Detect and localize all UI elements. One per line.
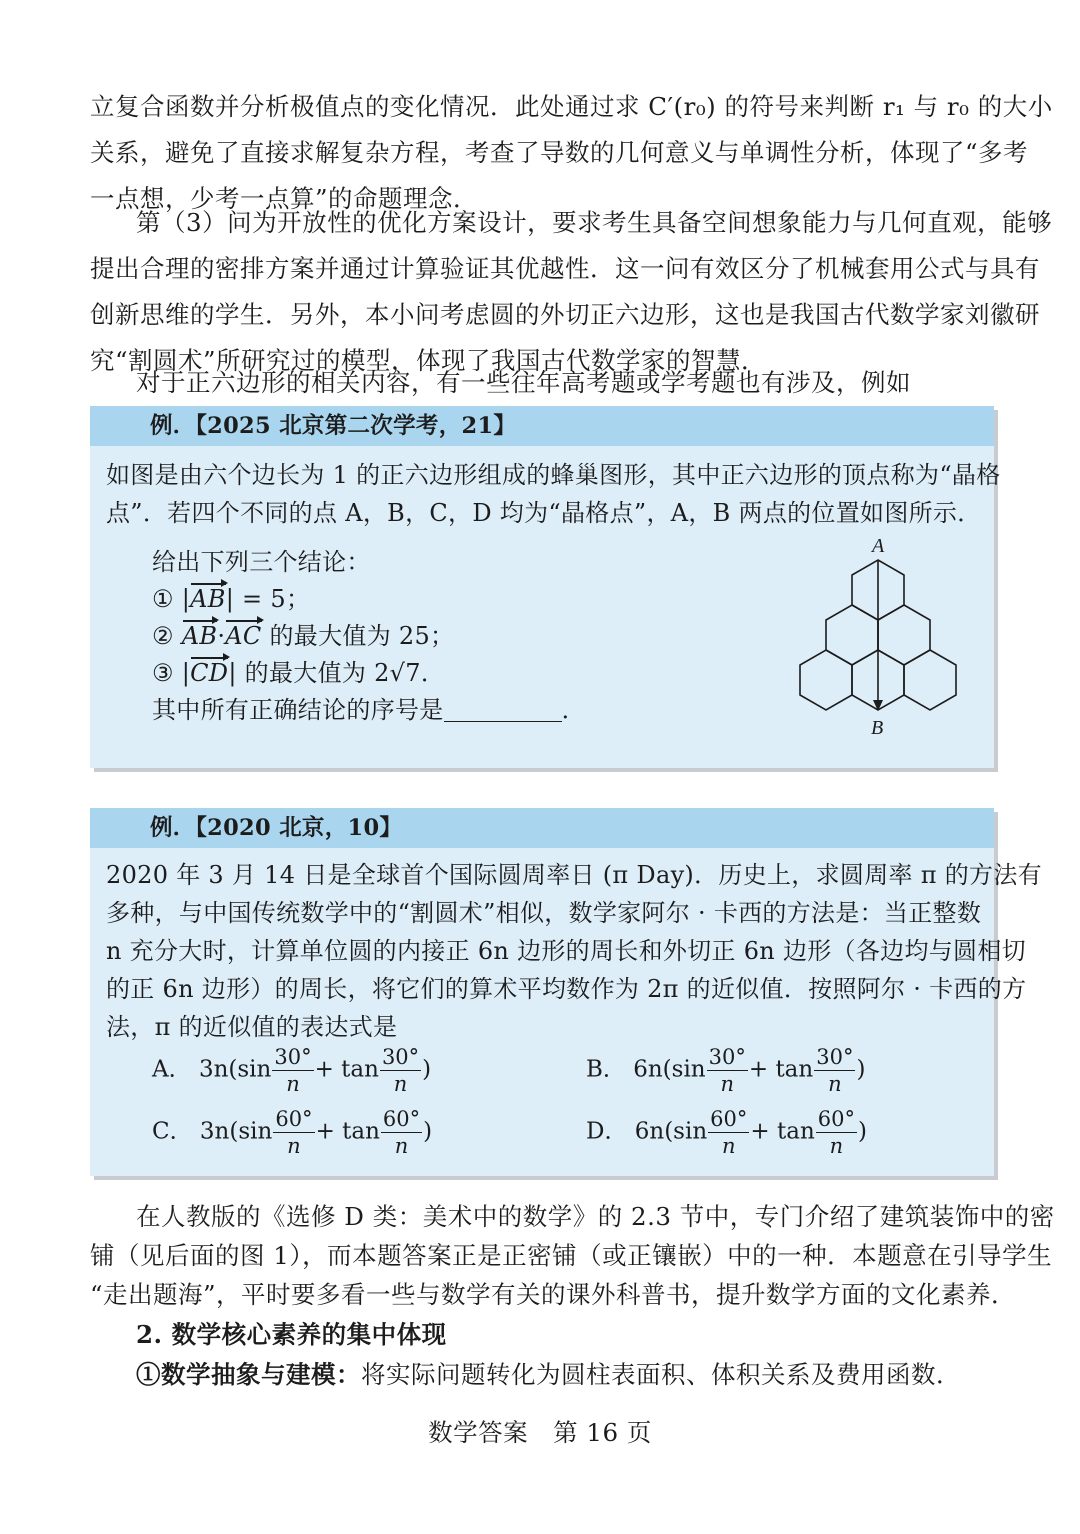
text-line: 铺（见后面的图 1），而本题答案正是正密铺（或正镶嵌）中的一种．本题意在引导学生 <box>90 1241 1053 1270</box>
text-line: n 充分大时，计算单位圆的内接正 6n 边形的周长和外切正 6n 边形（各边均与圆相切 <box>106 937 1026 965</box>
text-line: 一点想，少考一点算”的命题理念． <box>90 184 479 213</box>
hexagon <box>826 605 878 665</box>
text-line: 2020 年 3 月 14 日是全球首个国际圆周率日 (π Day)．历史上，求圆周率 π 的方法有 <box>106 861 1042 889</box>
text-line: 究“割圆术”所研究过的模型，体现了我国古代数学家的智慧． <box>90 346 767 375</box>
answer-blank[interactable] <box>444 697 562 722</box>
honeycomb-figure <box>790 530 990 750</box>
example-statement <box>106 856 1042 1046</box>
example-box-2 <box>90 808 1042 1176</box>
text-line: 点”．若四个不同的点 A，B，C，D 均为“晶格点”，A，B 两点的位置如图所示． <box>106 499 982 527</box>
text-line: 的正 6n 边形）的周长，将它们的算术平均数作为 2π 的近似值．按照阿尔 · 卡西的方 <box>106 975 1027 1003</box>
option-b[interactable]: B． 6n(sin $\frac{30^\circ}{n}$ + tan $\frac{30^\circ}{n}$ ) <box>586 1045 866 1096</box>
conclusion-3: ③ |CD| 的最大值为 2√7． <box>152 655 586 692</box>
outro-paragraph <box>90 1198 1055 1314</box>
question-line: 其中所有正确结论的序号是 ． <box>152 696 586 724</box>
intro-paragraph-3 <box>136 364 911 402</box>
text-line: “走出题海”，平时要多看一些与数学有关的课外科普书，提升数学方面的文化素养． <box>90 1280 1017 1309</box>
example-statement <box>106 456 1001 532</box>
text-line: 创新思维的学生．另外，本小问考虑圆的外切正六边形，这也是我国古代数学家刘徽研 <box>90 300 1040 329</box>
text-line: 关系，避免了直接求解复杂方程，考查了导数的几何意义与单调性分析，体现了“多考 <box>90 138 1029 167</box>
text-line: 提出合理的密排方案并通过计算验证其优越性．这一问有效区分了机械套用公式与具有 <box>90 254 1040 283</box>
hexagon <box>904 650 956 710</box>
intro-paragraph-2 <box>90 204 1052 380</box>
conclusion-2: ② AB·AC 的最大值为 25； <box>152 618 586 655</box>
text-line: 立复合函数并分析极值点的变化情况．此处通过求 C′(r₀) 的符号来判断 r₁ 与 r₀ 的大小 <box>90 92 1053 121</box>
option-c[interactable]: C． 3n(sin $\frac{60^\circ}{n}$ + tan $\frac{60^\circ}{n}$ ) <box>152 1107 433 1158</box>
option-a[interactable]: A． 3n(sin $\frac{30^\circ}{n}$ + tan $\frac{30^\circ}{n}$ ) <box>152 1045 432 1096</box>
text-line: 对于正六边形的相关内容，有一些往年高考题或学考题也有涉及，例如 <box>136 368 911 397</box>
hexagon <box>878 605 930 665</box>
conclusion-1: ① |AB| = 5； <box>152 581 586 618</box>
text-line: 如图是由六个边长为 1 的正六边形组成的蜂巢图形，其中正六边形的顶点称为“晶格 <box>106 461 1001 489</box>
text-line: 法，π 的近似值的表达式是 <box>106 1013 398 1041</box>
core-literacy-point <box>136 1356 961 1394</box>
example-box-1 <box>90 406 1001 768</box>
section-title: 2. 数学核心素养的集中体现 <box>136 1320 447 1349</box>
point-label-b: B <box>871 717 884 739</box>
point-text: 将实际问题转化为圆柱表面积、体积关系及费用函数． <box>361 1360 961 1389</box>
hexagon <box>800 650 852 710</box>
point-label: ①数学抽象与建模： <box>136 1360 361 1389</box>
intro-paragraph-1 <box>90 88 1053 218</box>
text-line: 第（3）问为开放性的优化方案设计，要求考生具备空间想象能力与几何直观，能够 <box>136 208 1053 237</box>
text-line: 在人教版的《选修 D 类：美术中的数学》的 2.3 节中，专门介绍了建筑装饰中的密 <box>136 1202 1055 1231</box>
page-footer: 数学答案 第 16 页 <box>428 1418 652 1447</box>
arrowhead <box>873 700 883 711</box>
text-line: 多种，与中国传统数学中的“割圆术”相似，数学家阿尔 · 卡西的方法是：当正整数 <box>106 899 982 927</box>
conclusions-prompt: 给出下列三个结论： <box>152 548 371 576</box>
conclusions-list <box>152 544 586 729</box>
example-header: 例．【2020 北京，10】 <box>90 808 994 848</box>
option-d[interactable]: D． 6n(sin $\frac{60^\circ}{n}$ + tan $\frac{60^\circ}{n}$ ) <box>586 1107 867 1158</box>
point-label-a: A <box>872 535 885 557</box>
example-header: 例．【2025 北京第二次学考，21】 <box>90 406 994 446</box>
